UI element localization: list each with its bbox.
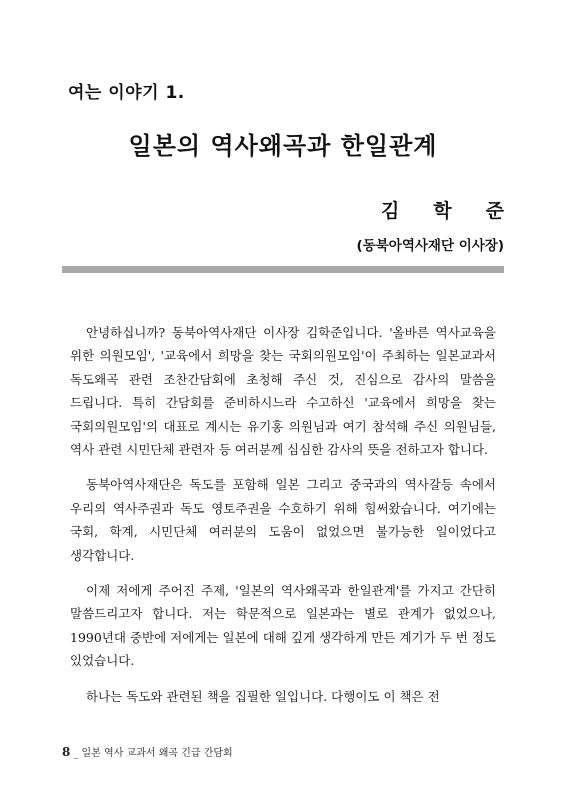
- section-label: 여는 이야기 1.: [68, 83, 185, 103]
- paragraph: 이제 저에게 주어진 주제, '일본의 역사왜곡과 한일관계'를 가지고 간단히 말씀드리고자 합니다. 저는 학문적으로 일본과는 별로 관계가 없었으나, 1990년대 중반에 저에게는 일본에 대해 깊게 생각하게 만든 계기가 두 번 정도 있었습니다.: [70, 583, 496, 669]
- page-footer: [62, 744, 233, 759]
- paragraph: 안녕하십니까? 동북아역사재단 이사장 김학준입니다. '올바른 역사교육을 위한 의원모임', '교육에서 희망을 찾는 국회의원모임'이 주최하는 일본교과서 독도왜곡 관련 조찬간담회에 초청해 주신 것, 진심으로 감사의 말씀을 드립니다. 특히 간담회를 준비하시느라 수고하신 '교육에서 희망을 찾는 국회의원모임'의 대표로 계시는 유기홍 의원님과 여기 참석해 주신 의원님들, 역사 관련 시민단체 관련자 등 여러분께 심심한 감사의 뜻을 전하고자 합니다.: [70, 325, 496, 458]
- paragraph: 동북아역사재단은 독도를 포함해 일본 그리고 중국과의 역사갈등 속에서 우리의 역사주권과 독도 영토주권을 수호하기 위해 힘써왔습니다. 여기에는 국회, 학계, 시민단체 여러분의 도움이 없었으면 불가능한 일이었다고 생각합니다.: [70, 477, 496, 563]
- author-name: 김학준: [380, 200, 538, 222]
- author-affiliation: (동북아역사재단 이사장): [356, 238, 504, 254]
- header-divider: [62, 266, 504, 273]
- page-title: 일본의 역사왜곡과 한일관계: [128, 132, 438, 160]
- page-number: 8: [62, 745, 71, 759]
- article-body: [70, 321, 496, 720]
- running-title: _ 일본 역사 교과서 왜곡 긴급 간담회: [73, 748, 233, 759]
- paragraph: 하나는 독도와 관련된 책을 집필한 일입니다. 다행이도 이 책은 전: [86, 688, 440, 704]
